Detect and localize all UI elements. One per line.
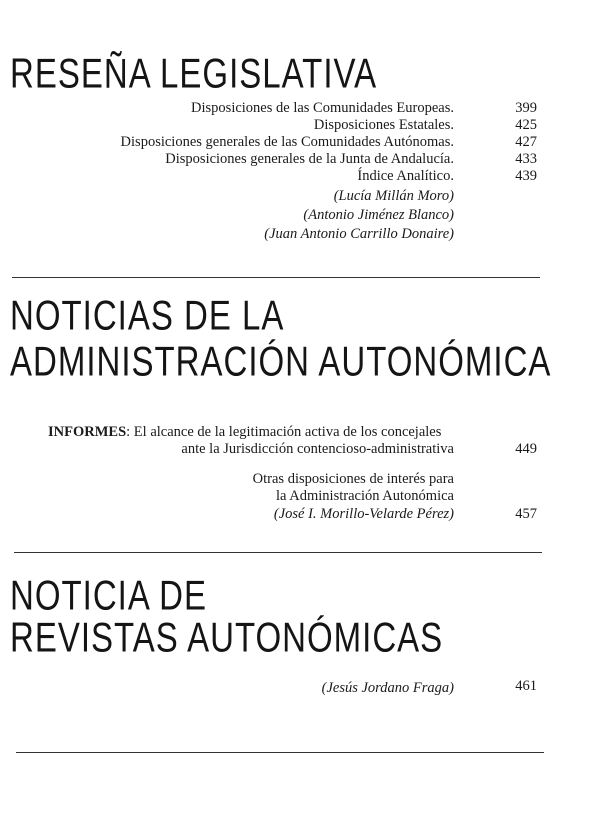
- revistas-page: 461: [515, 678, 537, 694]
- section-heading-revistas-line2: REVISTAS AUTONÓMICAS: [10, 614, 444, 661]
- author-name: (Lucía Millán Moro): [333, 188, 454, 204]
- section-heading-noticias-line2: ADMINISTRACIÓN AUTONÓMICA: [10, 338, 552, 385]
- toc-entry-page: 427: [515, 134, 537, 150]
- informes-entry-line1: [48, 424, 441, 441]
- section-divider: [16, 752, 544, 753]
- section-heading-noticias-line1: NOTICIAS DE LA: [10, 292, 285, 339]
- toc-entry-page: 433: [515, 151, 537, 167]
- author-name: (Juan Antonio Carrillo Donaire): [264, 226, 454, 242]
- toc-entry-title: Disposiciones Estatales.: [313, 117, 454, 133]
- toc-entry-title: Disposiciones de las Comunidades Europeas.: [191, 100, 454, 116]
- informes-text: : El alcance de la legitimación activa de los concejales: [126, 424, 442, 440]
- otras-entry-line2: la Administración Autonómica: [275, 488, 454, 504]
- otras-page: 457: [515, 506, 537, 522]
- toc-entry-page: 425: [515, 117, 537, 133]
- toc-entry-page: 439: [515, 168, 537, 184]
- section-heading-resena-legislativa: RESEÑA LEGISLATIVA: [10, 50, 378, 97]
- author-name: (Jesús Jordano Fraga): [321, 680, 454, 696]
- toc-entry-title: Disposiciones generales de la Junta de Andalucía.: [165, 151, 454, 167]
- toc-entry-title: Índice Analítico.: [357, 168, 454, 184]
- toc-entry-page: 399: [515, 100, 537, 116]
- author-name: (Antonio Jiménez Blanco): [303, 207, 454, 223]
- otras-entry-line1: Otras disposiciones de interés para: [252, 471, 454, 487]
- author-name: (José I. Morillo-Velarde Pérez): [273, 506, 454, 522]
- toc-entry-title: Disposiciones generales de las Comunidades Autónomas.: [120, 134, 454, 150]
- informes-entry-line2: ante la Jurisdicción contencioso-administrativa: [181, 441, 454, 457]
- informes-label: INFORMES: [48, 424, 127, 440]
- section-heading-revistas-line1: NOTICIA DE: [10, 572, 208, 619]
- informes-page: 449: [515, 441, 537, 457]
- section-divider: [12, 277, 540, 278]
- section-divider: [14, 552, 542, 553]
